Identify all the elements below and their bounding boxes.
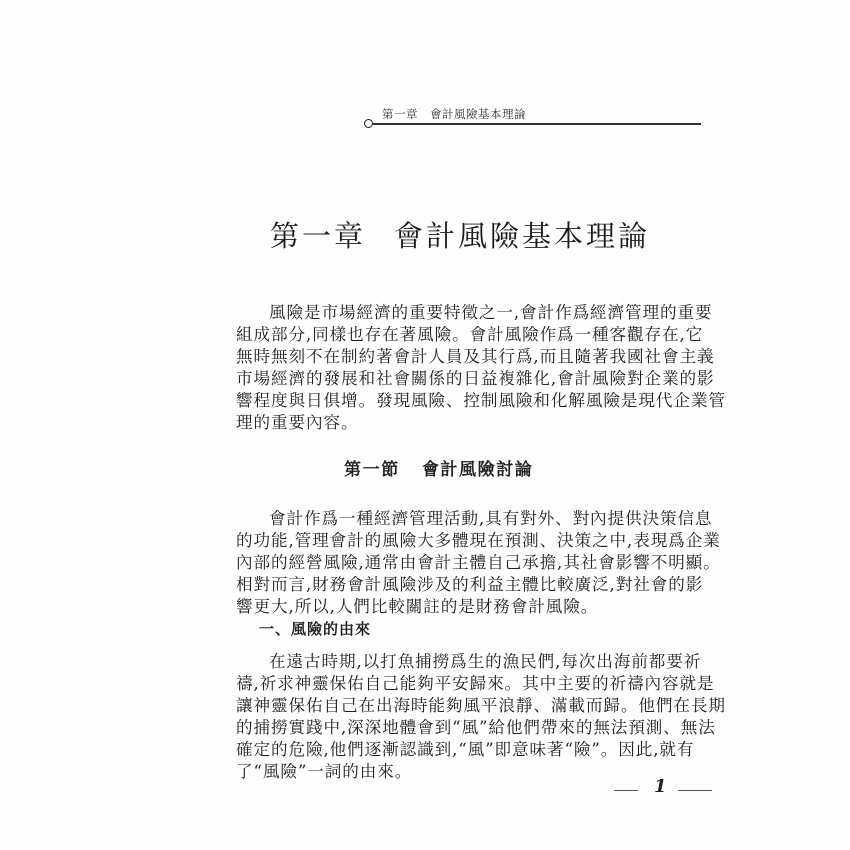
running-header-text xyxy=(382,106,526,122)
paragraph-line: 風險是市場經濟的重要特徵之一,會計作爲經濟管理的重要 xyxy=(269,303,713,322)
running-header-title: 會計風險基本理論 xyxy=(430,107,526,121)
paragraph-line: 確定的危險,他們逐漸認識到,“風”即意味著“險”。因此,就有 xyxy=(236,740,695,759)
paragraph-line: 內部的經營風險,通常由會計主體自己承擔,其社會影響不明顯。 xyxy=(236,553,721,572)
paragraph-line: 禱,祈求神靈保佑自己能夠平安歸來。其中主要的祈禱內容就是 xyxy=(236,674,715,693)
section-paragraph xyxy=(236,508,721,618)
chapter-title xyxy=(270,214,650,255)
page-number: 1 xyxy=(654,776,667,797)
intro-paragraph xyxy=(236,302,726,434)
chapter-number: 第一章 xyxy=(270,219,367,253)
section-title xyxy=(344,455,533,480)
paragraph-line: 市場經濟的發展和社會關係的日益複雜化,會計風險對企業的影 xyxy=(236,369,715,388)
paragraph-line: 的功能,管理會計的風險大多體現在預測、決策之中,表現爲企業 xyxy=(236,531,721,550)
paragraph-line: 在遠古時期,以打魚捕撈爲生的漁民們,每次出海前都要祈 xyxy=(269,652,702,671)
paragraph-line: 相對而言,財務會計風險涉及的利益主體比較廣泛,對社會的影 xyxy=(236,575,704,594)
origin-paragraph xyxy=(236,651,726,783)
section-name: 會計風險討論 xyxy=(421,460,534,480)
subsection-heading: 一、風險的由來 xyxy=(259,620,372,638)
paragraph-line: 會計作爲一種經濟管理活動,具有對外、對內提供決策信息 xyxy=(269,509,713,528)
page-footer xyxy=(612,776,712,802)
header-rule xyxy=(373,123,701,125)
paragraph-line: 響程度與日俱增。發現風險、控制風險和化解風險是現代企業管 xyxy=(236,391,726,410)
paragraph-line: 了“風險”一詞的由來。 xyxy=(236,762,413,781)
circle-ornament-icon xyxy=(364,119,373,128)
running-header-chapter: 第一章 xyxy=(382,107,418,121)
section-number: 第一節 xyxy=(344,460,400,480)
chapter-name: 會計風險基本理論 xyxy=(394,219,651,253)
paragraph-line: 組成部分,同樣也存在著風險。會計風險作爲一種客觀存在,它 xyxy=(236,325,704,344)
footer-rule-left xyxy=(614,790,638,791)
paragraph-line: 響更大,所以,人們比較關註的是財務會計風險。 xyxy=(236,597,599,616)
paragraph-line: 讓神靈保佑自己在出海時能夠風平浪靜、滿載而歸。他們在長期 xyxy=(236,696,726,715)
paragraph-line: 無時無刻不在制約著會計人員及其行爲,而且隨著我國社會主義 xyxy=(236,347,715,366)
footer-rule-right xyxy=(678,790,712,791)
paragraph-line: 的捕撈實踐中,深深地體會到“風”給他們帶來的無法預測、無法 xyxy=(236,718,716,737)
running-header xyxy=(362,106,702,132)
paragraph-line: 理的重要內容。 xyxy=(236,413,359,432)
